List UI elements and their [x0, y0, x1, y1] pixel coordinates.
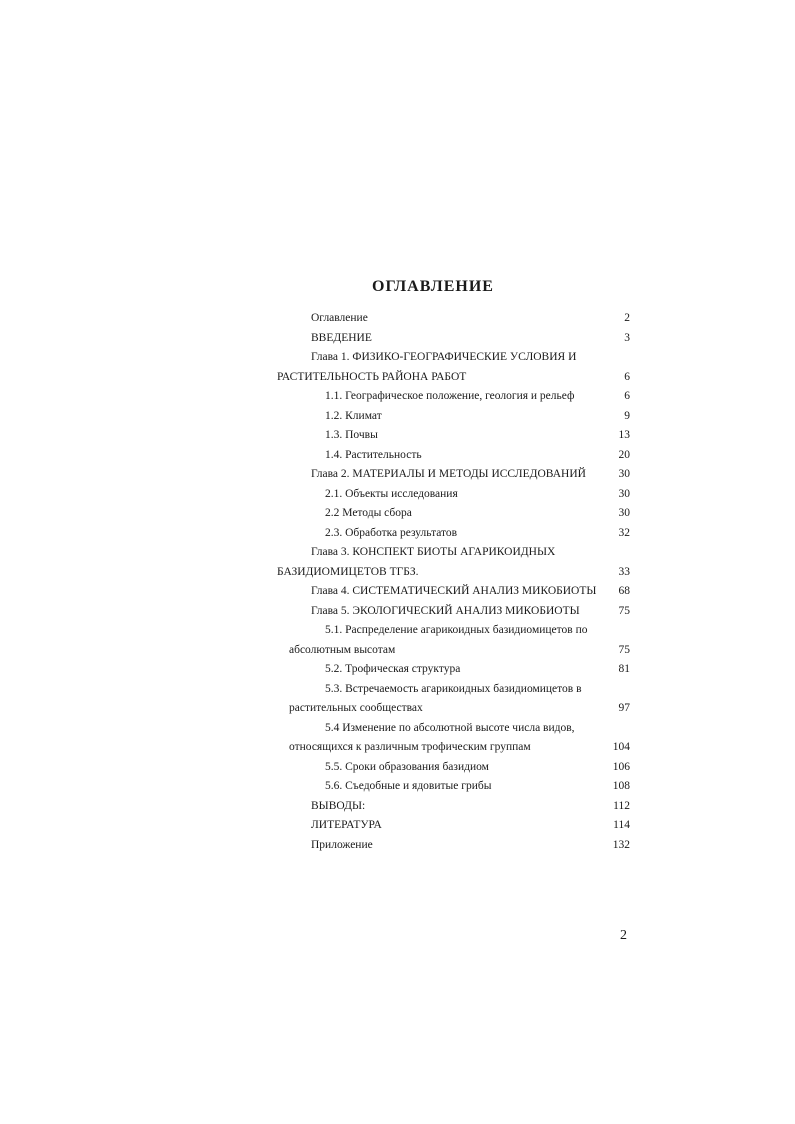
- toc-entry-page: 33: [618, 566, 630, 578]
- toc-entry-page: 104: [612, 741, 630, 753]
- toc-entry-text: ЛИТЕРАТУРА: [311, 819, 382, 831]
- toc-entry-text: относящихся к различным трофическим группам: [289, 741, 531, 753]
- toc-entry-text: ВЫВОДЫ:: [311, 800, 366, 812]
- toc-entry-page: 2: [624, 312, 630, 324]
- toc-entry-text: 1.3. Почвы: [325, 429, 378, 441]
- toc-entry-text: 5.2. Трофическая структура: [325, 663, 461, 675]
- toc-entry-text: 5.3. Встречаемость агарикоидных базидиомицетов в: [325, 683, 582, 695]
- toc-entry-page: 132: [612, 839, 630, 851]
- page-title: ОГЛАВЛЕНИЕ: [372, 278, 494, 295]
- toc-entry-text: 1.4. Растительность: [325, 449, 422, 461]
- toc-entry-page: 20: [618, 449, 630, 461]
- toc-entry-text: 5.4 Изменение по абсолютной высоте числа видов,: [325, 722, 575, 734]
- toc-entry-text: Оглавление: [311, 312, 368, 324]
- toc-entry-text: 2.3. Обработка результатов: [325, 527, 458, 539]
- toc-entry-page: 6: [624, 371, 630, 383]
- toc-entry-page: 30: [618, 468, 630, 480]
- toc-entry-page: 112: [613, 800, 630, 812]
- toc-entry-page: 114: [613, 819, 630, 831]
- toc-entry-text: 1.2. Климат: [325, 410, 382, 422]
- toc-entry-page: 75: [618, 644, 630, 656]
- toc-entry-text: БАЗИДИОМИЦЕТОВ ТГБЗ.: [277, 566, 419, 578]
- toc-entry-text: 5.1. Распределение агарикоидных базидиомицетов по: [325, 624, 588, 636]
- page-number: 2: [620, 928, 627, 943]
- toc-entry-text: 2.1. Объекты исследования: [325, 488, 458, 500]
- toc-entry-text: Приложение: [311, 839, 373, 851]
- toc-entry-page: 32: [618, 527, 630, 539]
- toc-entry-text: РАСТИТЕЛЬНОСТЬ РАЙОНА РАБОТ: [277, 371, 467, 383]
- toc-entry-text: абсолютным высотам: [289, 644, 396, 656]
- toc-entry-page: 13: [618, 429, 630, 441]
- toc-entry-page: 6: [624, 390, 630, 402]
- toc-entry-text: 5.6. Съедобные и ядовитые грибы: [325, 780, 492, 792]
- toc-entry-page: 3: [624, 332, 630, 344]
- toc-entry-text: Глава 3. КОНСПЕКТ БИОТЫ АГАРИКОИДНЫХ: [311, 546, 556, 558]
- toc-entry-page: 97: [618, 702, 630, 714]
- toc-entry-page: 106: [612, 761, 630, 773]
- toc-entry-text: 1.1. Географическое положение, геология и рельеф: [325, 390, 575, 402]
- toc-entry-text: ВВЕДЕНИЕ: [311, 332, 372, 344]
- toc-entry-page: 9: [624, 410, 630, 422]
- toc-entry-text: 5.5. Сроки образования базидиом: [325, 761, 489, 773]
- toc-entry-text: растительных сообществах: [289, 702, 423, 714]
- toc-entry-page: 75: [618, 605, 630, 617]
- toc-entry-page: 30: [618, 507, 630, 519]
- toc-entry-text: Глава 1. ФИЗИКО-ГЕОГРАФИЧЕСКИЕ УСЛОВИЯ И: [311, 351, 577, 363]
- toc-entry-page: 68: [618, 585, 630, 597]
- toc-entry-page: 81: [618, 663, 630, 675]
- toc-entry-text: 2.2 Методы сбора: [325, 507, 412, 519]
- toc-entry-page: 30: [618, 488, 630, 500]
- toc-entry-text: Глава 4. СИСТЕМАТИЧЕСКИЙ АНАЛИЗ МИКОБИОТЫ: [311, 585, 597, 597]
- toc-entry-page: 108: [612, 780, 630, 792]
- toc-entry-text: Глава 5. ЭКОЛОГИЧЕСКИЙ АНАЛИЗ МИКОБИОТЫ: [311, 605, 580, 617]
- toc-entry-text: Глава 2. МАТЕРИАЛЫ И МЕТОДЫ ИССЛЕДОВАНИЙ: [311, 468, 586, 480]
